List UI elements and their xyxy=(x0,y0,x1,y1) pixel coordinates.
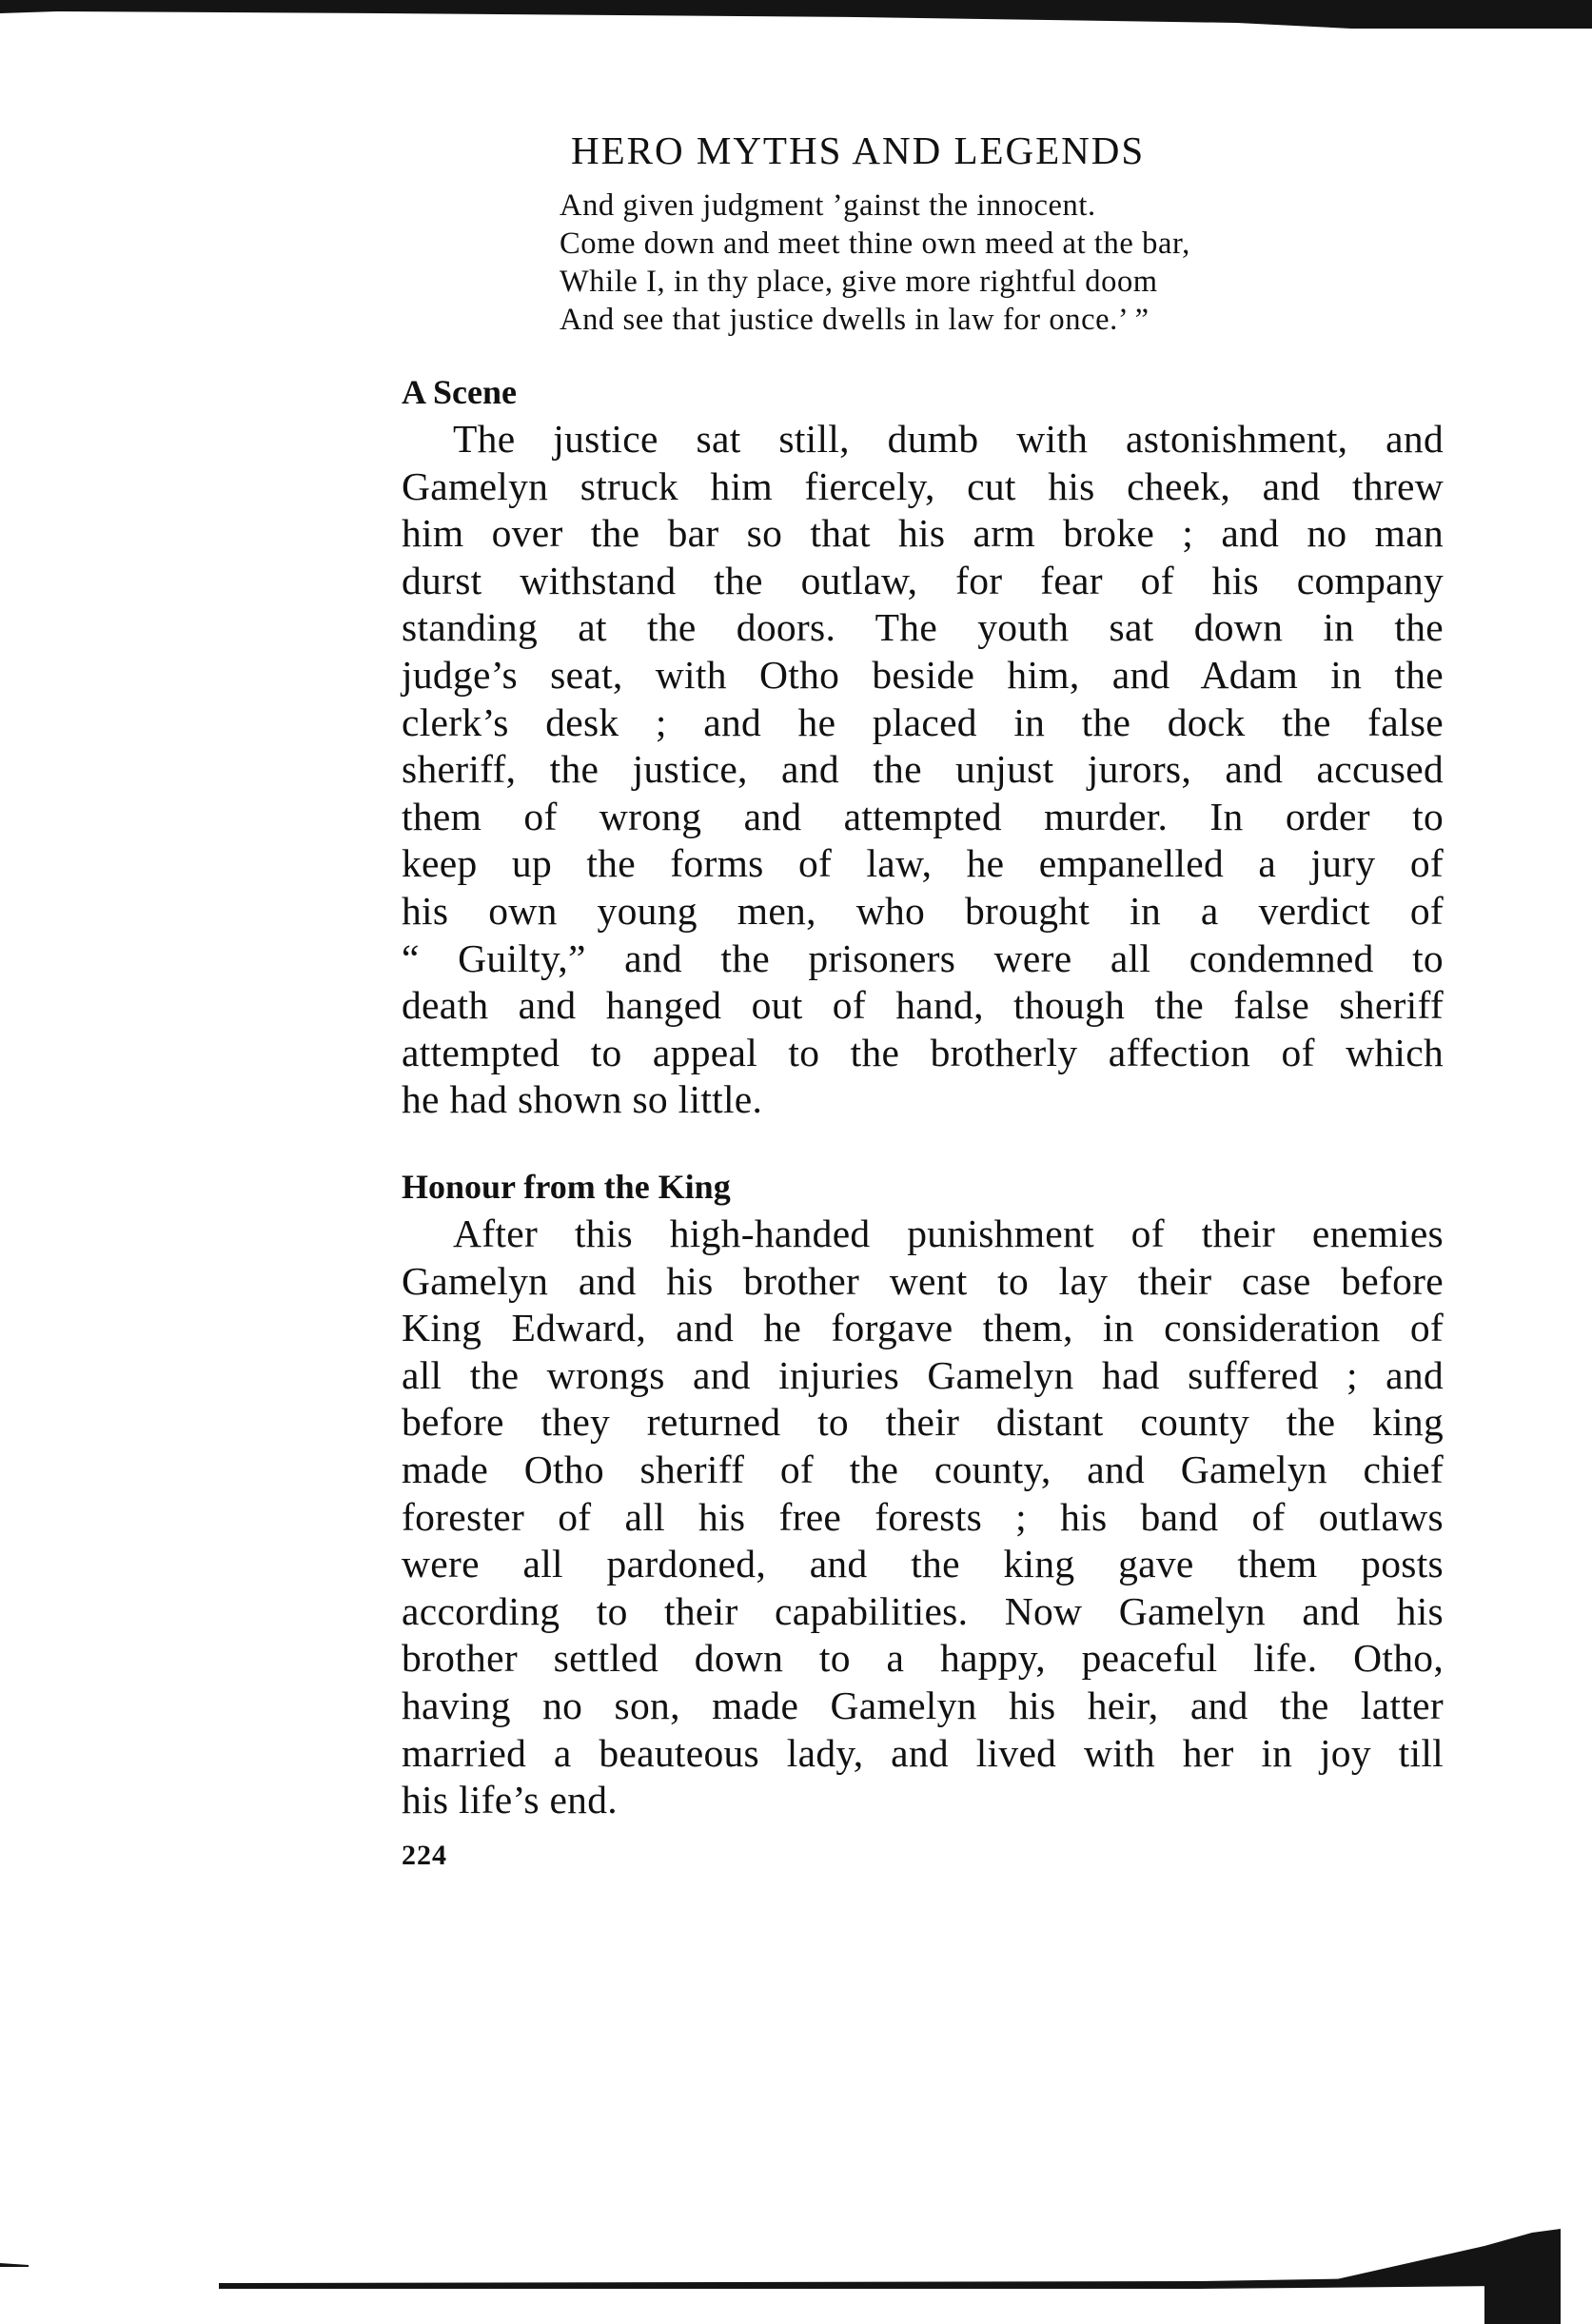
text-line: Gamelyn and his brother went to lay their case before xyxy=(402,1258,1444,1303)
text-line: made Otho sheriff of the county, and Gamelyn chief xyxy=(402,1447,1444,1491)
verse-quotation xyxy=(560,187,1340,339)
verse-line: And see that justice dwells in law for once.’ ” xyxy=(560,303,1150,337)
verse-line: Come down and meet thine own meed at the bar, xyxy=(560,226,1190,261)
text-line: them of wrong and attempted murder. In order to xyxy=(402,794,1444,838)
section-honour-from-the-king xyxy=(402,1163,1444,1824)
running-head: HERO MYTHS AND LEGENDS xyxy=(571,128,1146,172)
text-line: “ Guilty,” and the prisoners were all condemned to xyxy=(402,936,1444,980)
text-line: death and hanged out of hand, though the false sheriff xyxy=(402,983,1444,1028)
text-line: forester of all his free forests ; his band of outlaws xyxy=(402,1494,1444,1539)
section-heading: Honour from the King xyxy=(402,1168,731,1206)
text-line: before they returned to their distant county the king xyxy=(402,1400,1444,1445)
text-line: standing at the doors. The youth sat down in the xyxy=(402,605,1444,650)
section-a-scene xyxy=(402,368,1444,1124)
text-line: all the wrongs and injuries Gamelyn had suffered ; and xyxy=(402,1352,1444,1397)
text-line: married a beauteous lady, and lived with her in joy till xyxy=(402,1730,1444,1775)
page-number: 224 xyxy=(402,1840,447,1871)
text-line: his life’s end. xyxy=(402,1778,618,1822)
text-line: his own young men, who brought in a verdict of xyxy=(402,888,1444,933)
text-line: brother settled down to a happy, peaceful life. Otho, xyxy=(402,1636,1444,1681)
text-line: him over the bar so that his arm broke ; and no man xyxy=(402,511,1444,556)
text-line: he had shown so little. xyxy=(402,1077,763,1122)
text-line: After this high-handed punishment of their enemies xyxy=(453,1211,1444,1255)
text-line: The justice sat still, dumb with astonishment, and xyxy=(453,417,1444,461)
text-line: were all pardoned, and the king gave them posts xyxy=(402,1542,1444,1586)
text-line: clerk’s desk ; and he placed in the dock the false xyxy=(402,699,1444,744)
verse-line: And given judgment ’gainst the innocent. xyxy=(560,188,1096,223)
text-line: keep up the forms of law, he empanelled a jury of xyxy=(402,841,1444,886)
verse-line: While I, in thy place, give more rightful doom xyxy=(560,265,1158,299)
text-line: durst withstand the outlaw, for fear of his company xyxy=(402,558,1444,602)
text-line: according to their capabilities. Now Gamelyn and his xyxy=(402,1588,1444,1633)
text-line: King Edward, and he forgave them, in consideration of xyxy=(402,1306,1444,1350)
paragraph xyxy=(402,416,1444,1124)
text-line: attempted to appeal to the brotherly affection of which xyxy=(402,1030,1444,1074)
scan-edge-bottom xyxy=(0,2208,1592,2324)
paragraph xyxy=(402,1211,1444,1824)
text-line: having no son, made Gamelyn his heir, and the latter xyxy=(402,1683,1444,1727)
text-line: sheriff, the justice, and the unjust jurors, and accused xyxy=(402,747,1444,792)
scan-edge-top xyxy=(0,0,1592,29)
text-line: Gamelyn struck him fiercely, cut his cheek, and threw xyxy=(402,463,1444,508)
text-line: judge’s seat, with Otho beside him, and Adam in the xyxy=(402,652,1444,697)
section-heading: A Scene xyxy=(402,373,517,411)
